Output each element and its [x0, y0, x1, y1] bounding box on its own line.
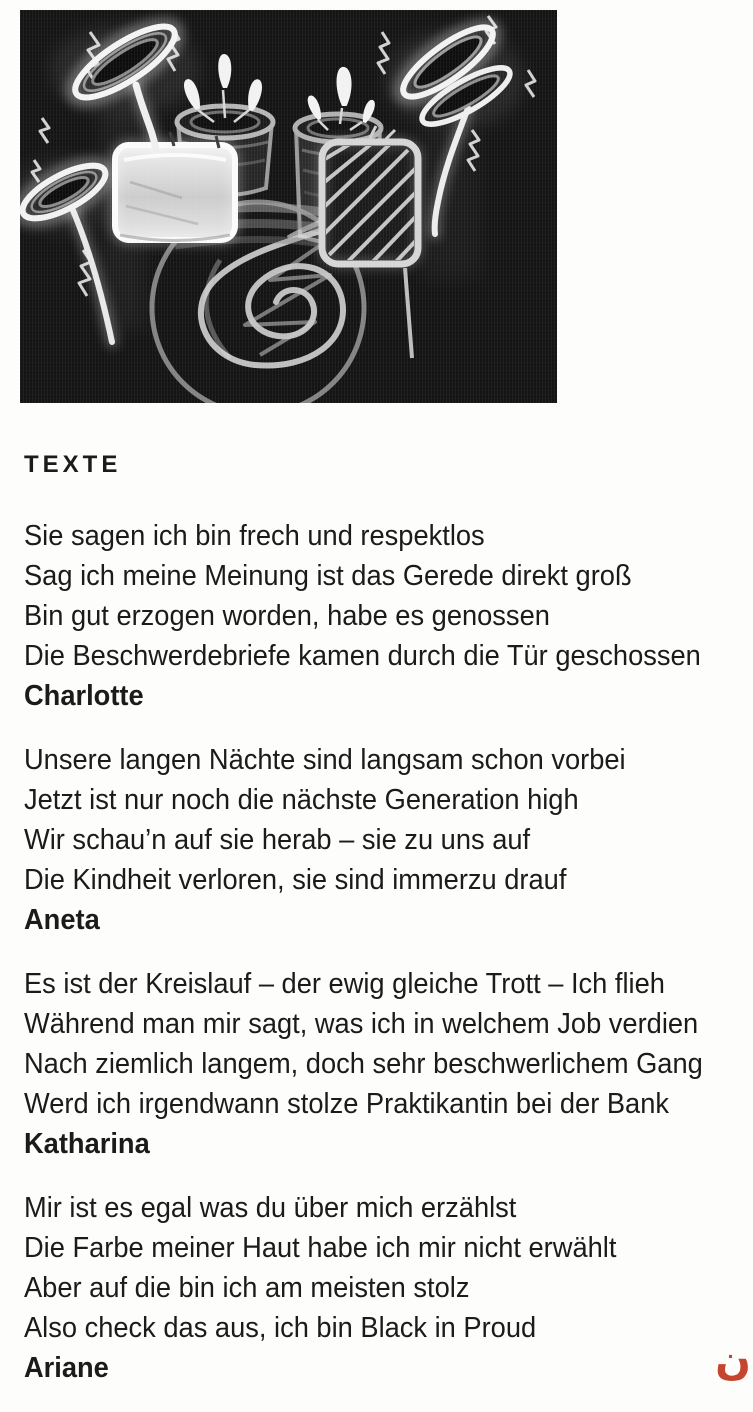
stanza-author: Katharina [24, 1128, 150, 1160]
lyric-line: Sie sagen ich bin frech und respektlos [24, 520, 485, 552]
stanza-ariane [24, 1188, 693, 1388]
lyric-line: Bin gut erzogen worden, habe es genossen [24, 600, 550, 632]
page-title: TEXTE [24, 451, 122, 478]
lyric-line: Während man mir sagt, was ich in welchem Job verdien [24, 1008, 699, 1040]
lyric-line: Die Beschwerdebriefe kamen durch die Tür geschossen [24, 640, 701, 672]
lyric-line: Aber auf die bin ich am meisten stolz [24, 1272, 470, 1304]
lyric-line: Jetzt ist nur noch die nächste Generation high [24, 784, 579, 816]
lyric-line: Mir ist es egal was du über mich erzählst [24, 1192, 517, 1224]
lyric-line: Nach ziemlich langem, doch sehr beschwerlichem Gang [24, 1048, 703, 1080]
arabic-noon-mark: ن [715, 1335, 751, 1384]
lyric-line: Die Farbe meiner Haut habe ich mir nicht erwählt [24, 1232, 617, 1264]
lyric-line: Die Kindheit verloren, sie sind immerzu drauf [24, 864, 567, 896]
lyric-line: Werd ich irgendwann stolze Praktikantin bei der Bank [24, 1088, 670, 1120]
stanza-charlotte [24, 516, 701, 716]
stanza-author: Charlotte [24, 680, 144, 712]
snare-drum [115, 132, 235, 241]
lyric-line: Sag ich meine Meinung ist das Gerede direkt groß [24, 560, 632, 592]
stanza-aneta [24, 740, 693, 940]
drum-kit-illustration [20, 10, 557, 403]
lyric-line: Es ist der Kreislauf – der ewig gleiche Trott – Ich flieh [24, 968, 665, 1000]
stanza-author: Ariane [24, 1352, 109, 1384]
stanza-author: Aneta [24, 904, 100, 936]
lyrics-section [24, 451, 736, 1412]
lyric-line: Also check das aus, ich bin Black in Proud [24, 1312, 537, 1344]
lyric-line: Wir schau’n auf sie herab – sie zu uns auf [24, 824, 531, 856]
lyric-line: Unsere langen Nächte sind langsam schon vorbei [24, 744, 626, 776]
chalk-drawing-drum-kit [20, 10, 557, 403]
stanza-katharina [24, 964, 703, 1164]
